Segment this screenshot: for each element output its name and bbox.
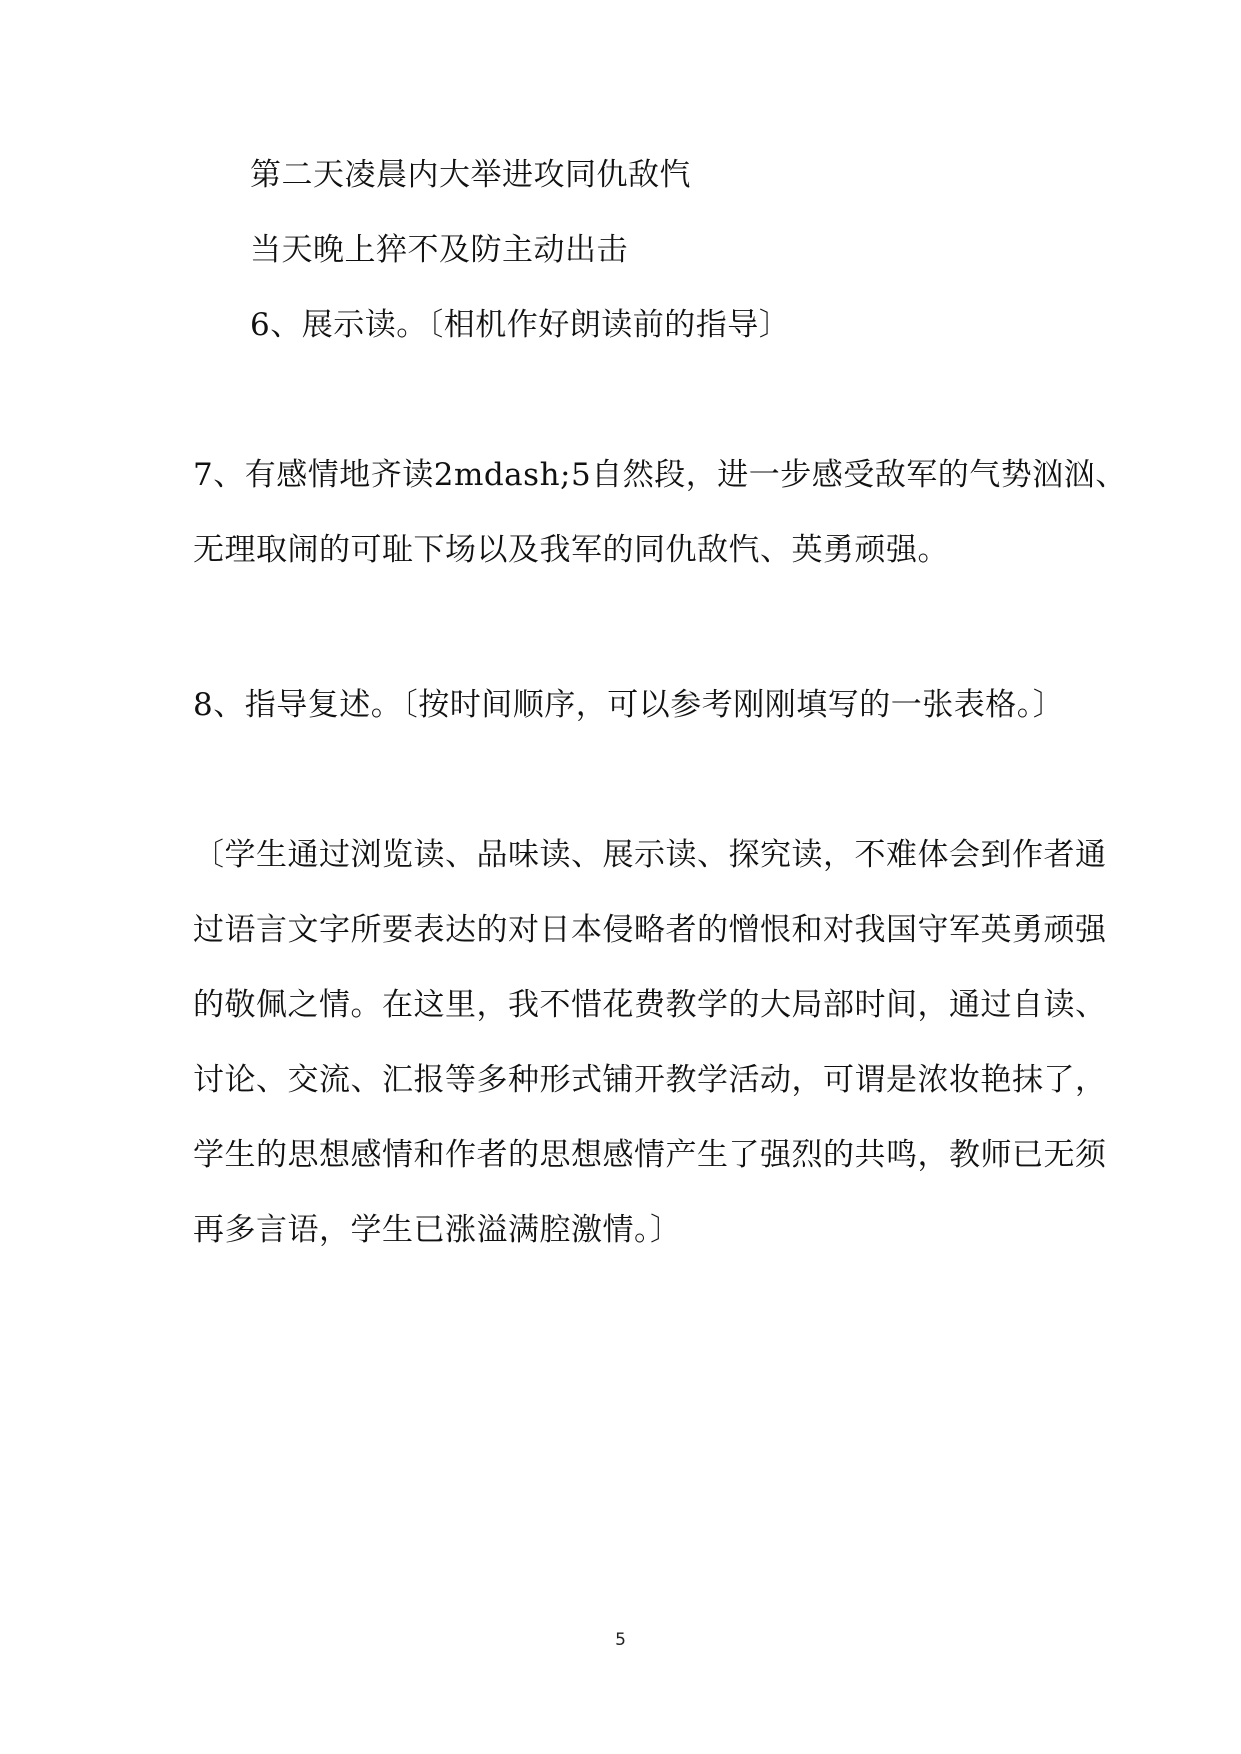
commentary-line: 〔学生通过浏览读、品味读、展示读、探究读，不难体会到作者通	[193, 837, 1107, 873]
commentary-line: 学生的思想感情和作者的思想感情产生了强烈的共鸣，教师已无须	[193, 1137, 1107, 1173]
text-line: 第二天凌晨内大举进攻同仇敌忾	[250, 157, 691, 193]
text-line: 当天晚上猝不及防主动出击	[250, 232, 628, 268]
item-7-line: 无理取闹的可耻下场以及我军的同仇敌忾、英勇顽强。	[193, 532, 949, 568]
item-7-line: 7、有感情地齐读2mdash;5自然段，进一步感受敌军的气势汹汹、	[193, 457, 1127, 493]
page-number: 5	[615, 1630, 626, 1650]
commentary-line: 的敬佩之情。在这里，我不惜花费教学的大局部时间，通过自读、	[193, 987, 1107, 1023]
commentary-line: 过语言文字所要表达的对日本侵略者的憎恨和对我国守军英勇顽强	[193, 912, 1107, 948]
item-8-line: 8、指导复述。〔按时间顺序，可以参考刚刚填写的一张表格。〕	[193, 687, 1065, 723]
commentary-line: 讨论、交流、汇报等多种形式铺开教学活动，可谓是浓妆艳抹了，	[193, 1062, 1107, 1098]
commentary-line: 再多言语，学生已涨溢满腔激情。〕	[193, 1212, 682, 1248]
item-6-line: 6、展示读。〔相机作好朗读前的指导〕	[250, 307, 791, 343]
